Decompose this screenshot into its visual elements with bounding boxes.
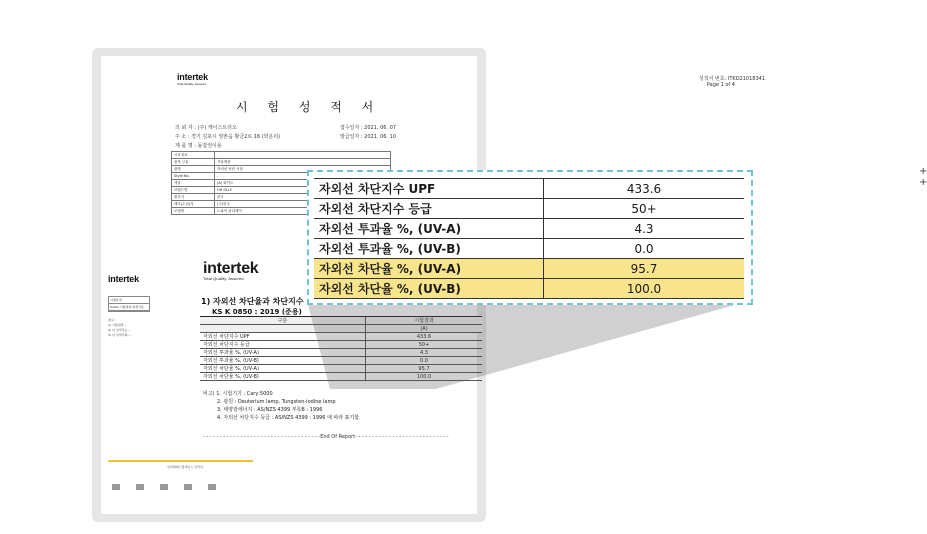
info-key: Style No.: [172, 173, 215, 180]
zoom-row: [314, 219, 744, 239]
intertek-logo-left: intertek: [108, 274, 139, 284]
result-label: 자외선 차단지수 등급: [200, 341, 366, 349]
zoom-row-highlighted: [314, 279, 744, 299]
result-label: 자외선 차단율 %, (UV-B): [200, 373, 366, 381]
zoom-label: 자외선 차단율 %, (UV-B): [314, 279, 544, 299]
result-value: 50+: [366, 341, 483, 349]
result-value: 0.0: [366, 357, 483, 365]
meta-product: 제 품 명 : 돌잡권이용: [175, 143, 222, 149]
zoom-value: 50+: [544, 199, 745, 219]
result-value: 95.7: [366, 365, 483, 373]
left-note: 참고 :: [108, 318, 116, 322]
result-label: 자외선 투과율 %, (UV-A): [200, 349, 366, 357]
zoom-value: 95.7: [544, 259, 745, 279]
end-of-report: - - - - - - - - - - - - - - - - - - - - - - - - - - - - - - - - - - -End Of Report- - - - - - - - - - - - - - - - - - - - - - - - - - - -: [203, 434, 449, 440]
note-line: 3. 태양광에너지 : AS/NZS 4399 부록B : 1996: [217, 407, 323, 413]
zoom-cut-text: + +: [919, 166, 927, 188]
info-value: OH OLLY: [215, 187, 391, 194]
header-category: 구분: [200, 317, 366, 325]
zoom-value: 100.0: [544, 279, 745, 299]
meta-address: 주 소 : 경기 김포시 양촌읍 황금2로 16 (학운리): [175, 134, 281, 140]
info-key: 품목 구분: [172, 159, 215, 166]
zoom-label: 자외선 차단지수 UPF: [314, 179, 544, 199]
section-title: 1) 자외선 차단율과 차단지수: [201, 297, 304, 306]
info-key: 원산지: [172, 194, 215, 201]
left-note: 3) 이 성적서의 ...: [108, 333, 132, 337]
zoom-value: 4.3: [544, 219, 745, 239]
zoom-label: 자외선 차단율 %, (UV-A): [314, 259, 544, 279]
meta-issued-date: 발급일자 : 2021. 06. 10: [340, 134, 396, 140]
intertek-logo-top: intertek Total Quality. Assured.: [177, 72, 208, 86]
zoom-label: 자외선 차단지수 등급: [314, 199, 544, 219]
result-value: 433.6: [366, 333, 483, 341]
zoom-callout: [307, 166, 927, 305]
report-number: 성적서 번호: ITKD21018341: [698, 76, 765, 82]
zoom-row: [314, 239, 744, 259]
left-note: 2) 이 성적서는 ...: [108, 328, 132, 332]
note-line: 비고) 1. 시험기기 : Cary 5000: [203, 391, 273, 397]
footer-company: 인터텍테스팅서비스 코리아: [167, 465, 203, 469]
info-value: 기타제품: [215, 159, 391, 166]
zoom-label: 자외선 투과율 %, (UV-B): [314, 239, 544, 259]
info-value: 자외선 차단 시험: [215, 166, 391, 173]
left-box-row: 시험목적: [109, 297, 149, 304]
intertek-logo-main: intertek Total Quality. Assured.: [203, 260, 259, 281]
section-standard: KS K 0850 : 2019 (준용): [212, 308, 302, 316]
zoom-value: 433.6: [544, 179, 745, 199]
zoom-label: 자외선 투과율 %, (UV-A): [314, 219, 544, 239]
zoom-row: [314, 199, 744, 219]
info-value: -: [215, 173, 391, 180]
result-label: 자외선 차단지수 UPF: [200, 333, 366, 341]
header-result: 시험결과: [366, 317, 483, 325]
info-key: 브랜드명: [172, 187, 215, 194]
info-key: 품명: [172, 166, 215, 173]
note-line: 4. 자외선 차단지수 등급 : AS/NZS 4399 : 1996 에 따라 표기함.: [217, 415, 361, 421]
page-number: Page 1 of 4: [706, 82, 735, 88]
info-key: 제조(수입)자: [172, 201, 215, 208]
header-sample: (A): [366, 325, 483, 333]
result-label: 자외선 투과율 %, (UV-B): [200, 357, 366, 365]
note-line: 2. 광원 : Deuterium lamp, Tungsten-iodine lamp: [217, 399, 336, 405]
info-value: (A) 화이트: [215, 180, 391, 187]
info-key: 모델명: [172, 208, 215, 215]
left-box-row: Sulfur 시험결과 판정기준: [109, 304, 149, 311]
result-value: 4.3: [366, 349, 483, 357]
info-key: 색상: [172, 180, 215, 187]
info-value: (주)한국: [215, 201, 391, 208]
info-key: 시료정보: [172, 152, 215, 159]
result-value: 100.0: [366, 373, 483, 381]
zoom-row-highlighted: [314, 259, 744, 279]
info-value: 한국: [215, 194, 391, 201]
document-title: 시 험 성 적 서: [236, 100, 382, 114]
zoom-row: [314, 179, 744, 199]
left-note: 1) 시험결과 ...: [108, 323, 128, 327]
result-label: 자외선 차단율 %, (UV-A): [200, 365, 366, 373]
zoom-results-table: [314, 178, 744, 299]
meta-received-date: 접수일자 : 2021. 06. 07: [340, 125, 396, 131]
info-value: 노와이 파라세이: [215, 208, 391, 215]
zoom-value: 0.0: [544, 239, 745, 259]
meta-client: 의 뢰 자 : (주) 케이스트리오: [175, 125, 237, 131]
